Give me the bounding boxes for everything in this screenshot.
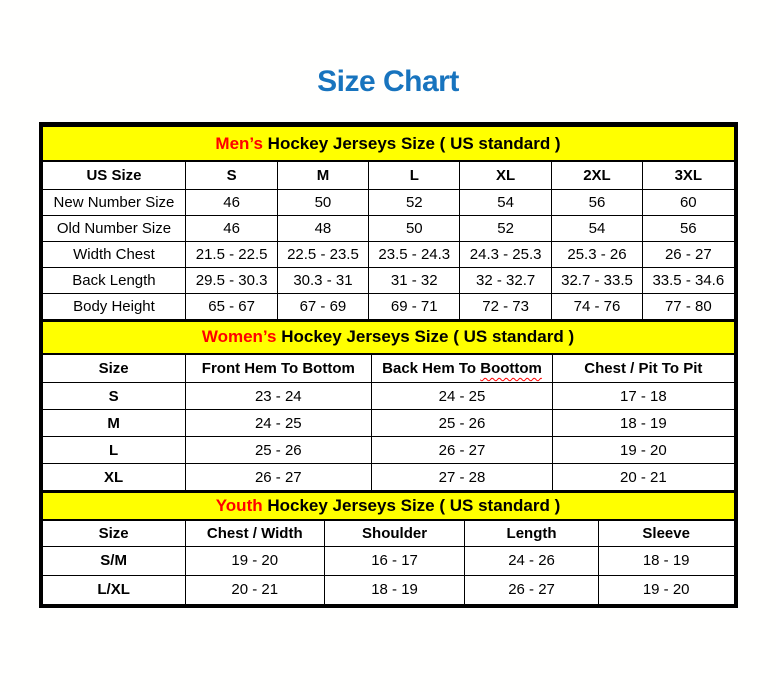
table-row bbox=[42, 437, 734, 464]
column-header-text: Back Hem To bbox=[382, 359, 481, 377]
size-value-cell: 67 - 69 bbox=[277, 293, 368, 319]
womens-section-header bbox=[42, 321, 734, 354]
size-value-cell: 23.5 - 24.3 bbox=[369, 241, 460, 267]
size-value-cell: 19 - 20 bbox=[185, 546, 324, 575]
size-value-cell: 26 - 27 bbox=[371, 437, 552, 464]
mens-column-header: XL bbox=[460, 161, 551, 189]
row-label-cell: New Number Size bbox=[42, 189, 186, 215]
mens-column-header: 3XL bbox=[643, 161, 734, 189]
size-value-cell: 32 - 32.7 bbox=[460, 267, 551, 293]
size-value-cell: 26 - 27 bbox=[465, 575, 599, 604]
size-value-cell: 17 - 18 bbox=[553, 383, 734, 410]
size-value-cell: 32.7 - 33.5 bbox=[551, 267, 642, 293]
size-value-cell: 25 - 26 bbox=[185, 437, 371, 464]
size-value-cell: 54 bbox=[460, 189, 551, 215]
row-label-cell: Body Height bbox=[42, 293, 186, 319]
womens-header-row bbox=[42, 354, 734, 383]
youth-column-header: Length bbox=[465, 520, 599, 546]
size-value-cell: 54 bbox=[551, 215, 642, 241]
size-tables-frame bbox=[39, 122, 738, 608]
size-value-cell: 20 - 21 bbox=[185, 575, 324, 604]
youth-section-title-highlight: Youth bbox=[215, 496, 263, 515]
table-row bbox=[42, 546, 734, 575]
mens-header-row bbox=[42, 161, 734, 189]
mens-size-table bbox=[42, 125, 735, 320]
size-value-cell: 25.3 - 26 bbox=[551, 241, 642, 267]
row-label-cell: S bbox=[42, 383, 185, 410]
table-row bbox=[42, 241, 734, 267]
table-row bbox=[42, 410, 734, 437]
table-row bbox=[42, 189, 734, 215]
size-value-cell: 29.5 - 30.3 bbox=[186, 267, 277, 293]
size-value-cell: 72 - 73 bbox=[460, 293, 551, 319]
size-value-cell: 60 bbox=[643, 189, 734, 215]
row-label-cell: S/M bbox=[42, 546, 185, 575]
youth-column-header: Chest / Width bbox=[185, 520, 324, 546]
size-value-cell: 52 bbox=[369, 189, 460, 215]
table-row bbox=[42, 293, 734, 319]
row-label-cell: Back Length bbox=[42, 267, 186, 293]
row-label-cell: XL bbox=[42, 464, 185, 491]
page-title: Size Chart bbox=[317, 65, 459, 98]
youth-section-title-text: Hockey Jerseys Size ( US standard ) bbox=[262, 496, 561, 515]
row-label-cell: Width Chest bbox=[42, 241, 186, 267]
size-value-cell: 56 bbox=[551, 189, 642, 215]
size-value-cell: 25 - 26 bbox=[371, 410, 552, 437]
mens-column-header: S bbox=[186, 161, 277, 189]
youth-section-header bbox=[42, 492, 734, 520]
size-value-cell: 50 bbox=[277, 189, 368, 215]
table-row bbox=[42, 215, 734, 241]
size-value-cell: 31 - 32 bbox=[369, 267, 460, 293]
size-value-cell: 18 - 19 bbox=[598, 546, 734, 575]
size-value-cell: 24 - 26 bbox=[465, 546, 599, 575]
size-value-cell: 74 - 76 bbox=[551, 293, 642, 319]
mens-section-title-highlight: Men’s bbox=[215, 133, 263, 153]
row-label-cell: M bbox=[42, 410, 185, 437]
row-label-cell: L bbox=[42, 437, 185, 464]
size-value-cell: 23 - 24 bbox=[185, 383, 371, 410]
misspelled-word: Boottom bbox=[480, 359, 542, 377]
size-value-cell: 27 - 28 bbox=[371, 464, 552, 491]
womens-column-header: Chest / Pit To Pit bbox=[553, 354, 734, 383]
size-value-cell: 19 - 20 bbox=[553, 437, 734, 464]
womens-section-title-text: Hockey Jerseys Size ( US standard ) bbox=[276, 327, 575, 346]
youth-size-table bbox=[42, 491, 735, 605]
mens-section-band-row bbox=[42, 126, 734, 161]
size-value-cell: 24.3 - 25.3 bbox=[460, 241, 551, 267]
size-value-cell: 50 bbox=[369, 215, 460, 241]
size-value-cell: 18 - 19 bbox=[324, 575, 464, 604]
size-value-cell: 26 - 27 bbox=[185, 464, 371, 491]
size-value-cell: 33.5 - 34.6 bbox=[643, 267, 734, 293]
youth-column-header: Size bbox=[42, 520, 185, 546]
size-value-cell: 26 - 27 bbox=[643, 241, 734, 267]
size-value-cell: 46 bbox=[186, 215, 277, 241]
womens-section-band-row bbox=[42, 321, 734, 354]
size-value-cell: 20 - 21 bbox=[553, 464, 734, 491]
mens-column-header: 2XL bbox=[551, 161, 642, 189]
mens-section-title-text: Hockey Jerseys Size ( US standard ) bbox=[262, 133, 561, 153]
size-value-cell: 24 - 25 bbox=[371, 383, 552, 410]
table-row bbox=[42, 575, 734, 604]
mens-column-header: US Size bbox=[42, 161, 186, 189]
size-value-cell: 21.5 - 22.5 bbox=[186, 241, 277, 267]
table-row bbox=[42, 267, 734, 293]
womens-size-table bbox=[42, 320, 735, 492]
table-row bbox=[42, 464, 734, 491]
size-value-cell: 18 - 19 bbox=[553, 410, 734, 437]
size-value-cell: 16 - 17 bbox=[324, 546, 464, 575]
womens-column-header bbox=[371, 354, 552, 383]
mens-section-header bbox=[42, 126, 734, 161]
row-label-cell: L/XL bbox=[42, 575, 185, 604]
youth-section-band-row bbox=[42, 492, 734, 520]
size-value-cell: 69 - 71 bbox=[369, 293, 460, 319]
youth-column-header: Shoulder bbox=[324, 520, 464, 546]
size-value-cell: 77 - 80 bbox=[643, 293, 734, 319]
size-value-cell: 19 - 20 bbox=[598, 575, 734, 604]
youth-header-row bbox=[42, 520, 734, 546]
womens-column-header: Front Hem To Bottom bbox=[185, 354, 371, 383]
size-value-cell: 22.5 - 23.5 bbox=[277, 241, 368, 267]
womens-column-header: Size bbox=[42, 354, 185, 383]
size-value-cell: 24 - 25 bbox=[185, 410, 371, 437]
size-value-cell: 56 bbox=[643, 215, 734, 241]
table-row bbox=[42, 383, 734, 410]
size-value-cell: 30.3 - 31 bbox=[277, 267, 368, 293]
size-value-cell: 46 bbox=[186, 189, 277, 215]
mens-column-header: L bbox=[369, 161, 460, 189]
size-value-cell: 52 bbox=[460, 215, 551, 241]
youth-column-header: Sleeve bbox=[598, 520, 734, 546]
mens-column-header: M bbox=[277, 161, 368, 189]
row-label-cell: Old Number Size bbox=[42, 215, 186, 241]
size-value-cell: 65 - 67 bbox=[186, 293, 277, 319]
womens-section-title-highlight: Women’s bbox=[201, 327, 277, 346]
size-value-cell: 48 bbox=[277, 215, 368, 241]
